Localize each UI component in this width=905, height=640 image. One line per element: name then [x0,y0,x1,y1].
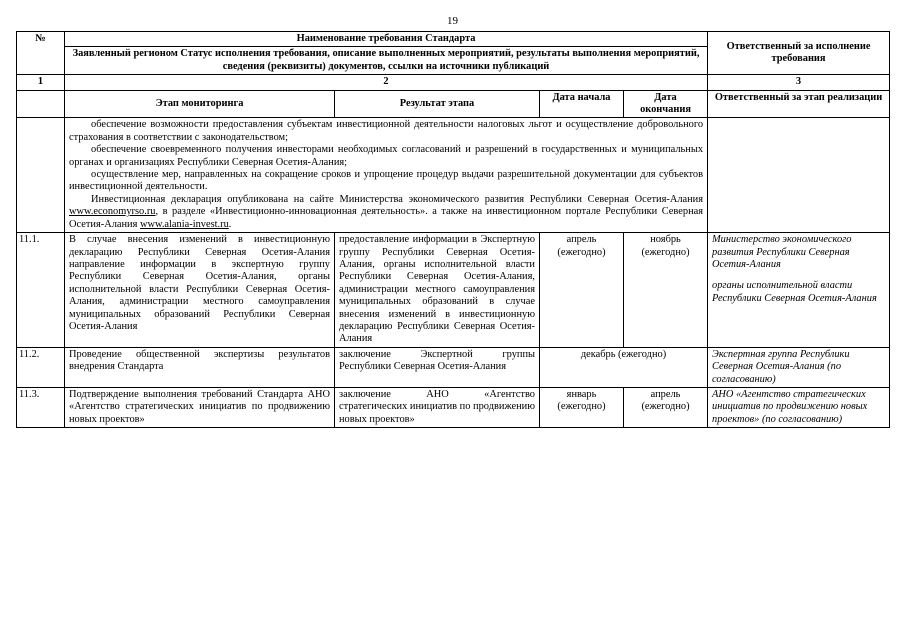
responsible-ministry: Министерство экономического развития Республики Северная Осетия-Алания [712,234,852,270]
subheader-result: Результат этапа [335,90,540,118]
page-number: 19 [447,15,458,27]
row-stage: Подтверждение выполнения требований Стандарта АНО «Агентство стратегических инициатив по продвижению новых проектов» [65,387,335,427]
table-row [17,233,890,348]
header-status-description: Заявленный регионом Статус исполнения требования, описание выполненных мероприятий, результаты выполнения мероприятий, сведения (реквизиты) документов, ссылки на источники публикаций [65,47,708,75]
subheader-start-date: Дата начала [540,90,624,118]
column-number-1: 1 [17,75,65,90]
row-start-date: январь (ежегодно) [540,387,624,427]
intro-num-cell [17,118,65,233]
row-stage: Проведение общественной экспертизы результатов внедрения Стандарта [65,347,335,387]
intro-paragraph: обеспечение возможности предоставления субъектам инвестиционной деятельности налоговых льгот и осуществление добровольного страхования в соответствии с законодательством; [69,119,704,143]
row-result: предоставление информации в Экспертную группу Республики Северная Осетия-Алания, органы исполнительной власти Республики Северная Осетия-Алания, администрации местного самоуправления муниципальных образований в случае внесения изменений в инвестиционную декларацию Республики Северная Осетия-Алания [335,233,540,348]
row-responsible [708,233,890,348]
subheader-empty-cell [17,90,65,118]
row-start-date: апрель (ежегодно) [540,233,624,348]
intro-paragraph: обеспечение своевременного получения инвесторами необходимых согласований и разрешений в государственных и муниципальных органах и организациях Республики Северная Осетия-Алания; [69,144,704,168]
declaration-text: . [228,218,232,230]
intro-paragraph-declaration [69,194,703,231]
declaration-text: , в разделе «Инвестиционно-инновационная деятельность». а также на инвестиционном портале Республики Северная Осетия-Алания [69,206,704,230]
row-responsible: Экспертная группа Республики Северная Осетия-Алания (по согласованию) [708,347,890,387]
economy-site-link[interactable]: www.economyrso.ru [69,206,156,218]
column-number-2: 2 [65,75,708,90]
intro-paragraph: осуществление мер, направленных на сокращение сроков и упрощение процедур выдачи разрешительной документации для субъектов инвестиционной деятельности. [69,169,704,193]
row-end-date: апрель (ежегодно) [624,387,708,427]
subheader-end-date: Дата окончания [624,90,708,118]
row-number: 11.2. [17,347,65,387]
intro-text-cell [65,118,708,233]
responsible-executive-bodies: органы исполнительной власти Республики Северная Осетия-Алания [712,280,877,304]
header-row-1 [17,32,890,47]
row-end-date: ноябрь (ежегодно) [624,233,708,348]
table-row [17,347,890,387]
invest-portal-link[interactable]: www.alania-invest.ru [140,218,229,230]
intro-responsible-cell [708,118,890,233]
intro-row [17,118,890,233]
header-num-label: № [17,32,65,75]
row-number: 11.1. [17,233,65,348]
row-responsible: АНО «Агентство стратегических инициатив по продвижению новых проектов» (по согласованию) [708,387,890,427]
subheader-row [17,90,890,118]
row-result: заключение Экспертной группы Республики Северная Осетия-Алания [335,347,540,387]
declaration-text: Инвестиционная декларация опубликована на сайте Министерства экономического развития Республики Северная Осетия-Алания [91,193,704,205]
table-row [17,387,890,427]
row-result: заключение АНО «Агентство стратегических инициатив по продвижению новых проектов» [335,387,540,427]
subheader-stage-responsible: Ответственный за этап реализации [708,90,890,118]
subheader-stage: Этап мониторинга [65,90,335,118]
spacer [712,271,885,280]
column-number-row [17,75,890,90]
row-date: декабрь (ежегодно) [540,347,708,387]
standard-requirements-table [16,31,890,428]
row-stage: В случае внесения изменений в инвестиционную декларацию Республики Северная Осетия-Алания направление информации в экспертную группу Республики Северная Осетия-Алания, органы исполнительной власти Республики Северная Осетия-Алания, администрации местного самоуправления муниципальных образований Республики Северная Осетия-Алания [65,233,335,348]
row-number: 11.3. [17,387,65,427]
header-standard-title: Наименование требования Стандарта [65,32,708,47]
header-responsible: Ответственный за исполнение требования [708,32,890,75]
column-number-3: 3 [708,75,890,90]
